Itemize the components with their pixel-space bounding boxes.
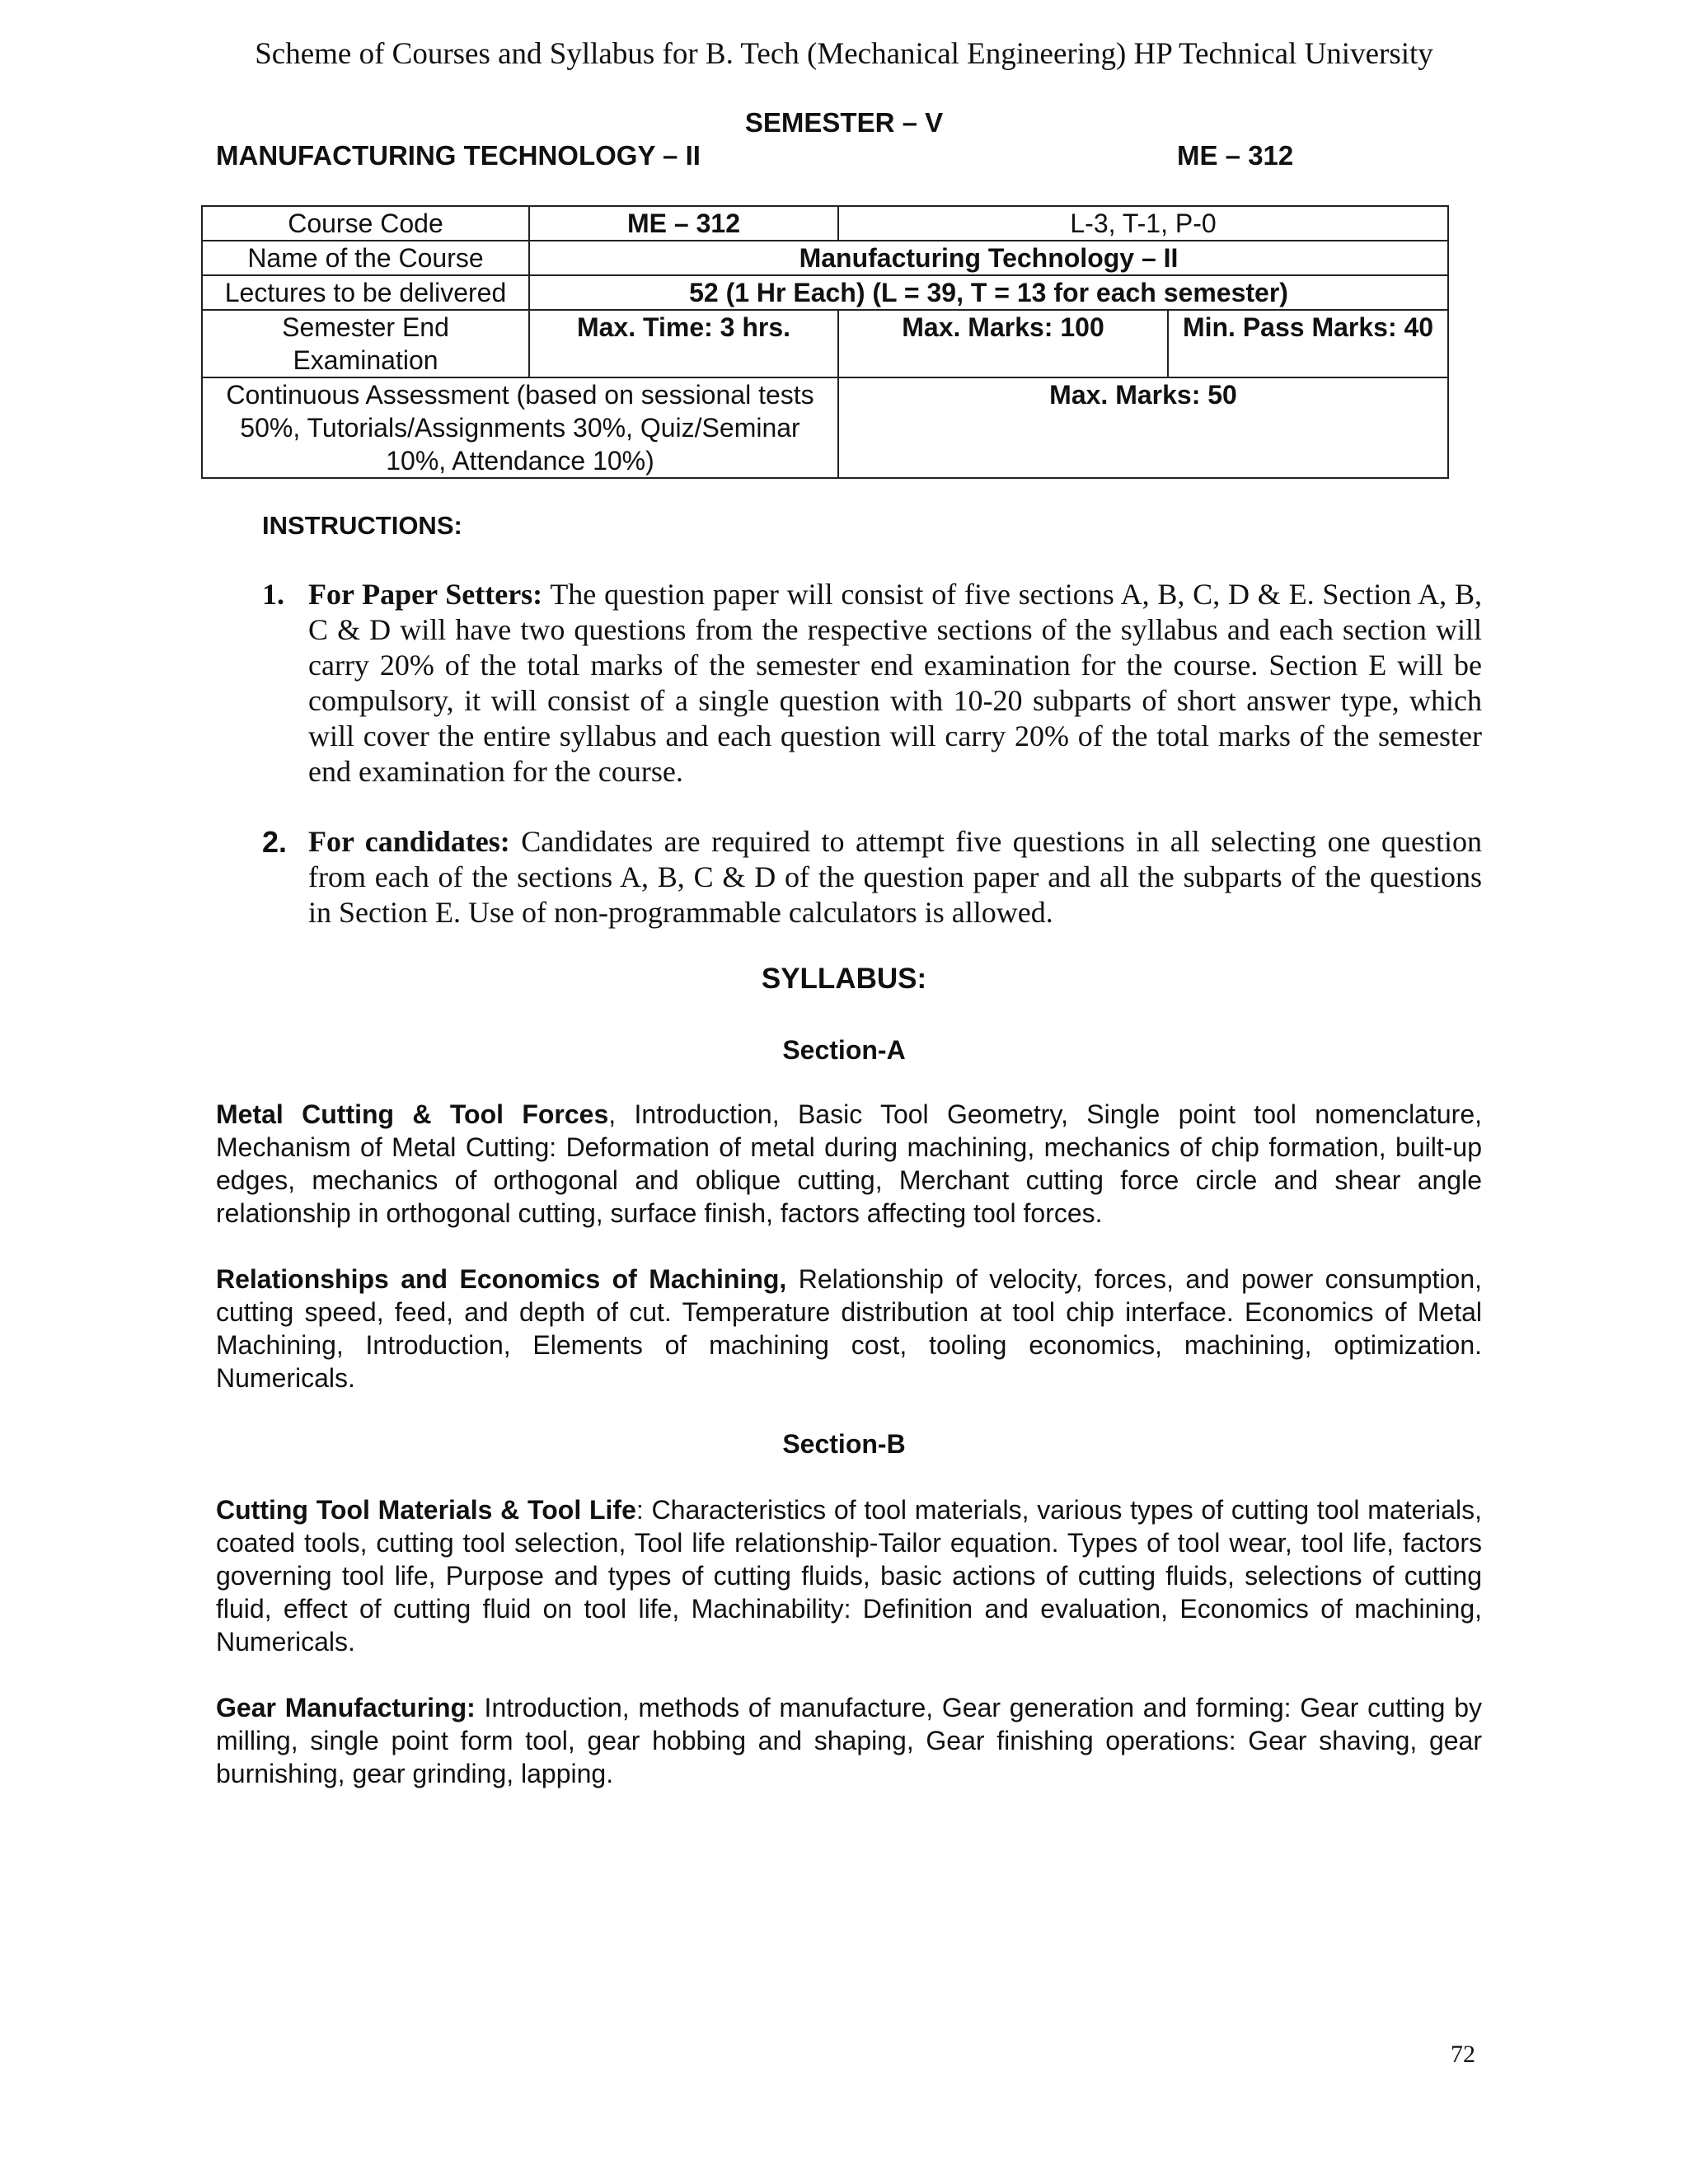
table-cell-min-pass-marks: Min. Pass Marks: 40 xyxy=(1168,310,1448,377)
table-cell-label: Name of the Course xyxy=(202,241,529,275)
instruction-text: Candidates are required to attempt five questions in all selecting one question from each of the sections A, B, C & D of the question paper and all the subparts of the questions in Section E. Use of non-programmable calculators is allowed. xyxy=(308,825,1483,929)
table-cell-max-time: Max. Time: 3 hrs. xyxy=(529,310,838,377)
table-row xyxy=(202,206,1448,241)
table-cell-max-marks: Max. Marks: 100 xyxy=(838,310,1168,377)
table-row xyxy=(202,310,1448,377)
section-b-paragraph-1 xyxy=(216,1493,1482,1658)
table-cell-lectures: 52 (1 Hr Each) (L = 39, T = 13 for each semester) xyxy=(529,275,1448,310)
table-cell-course-code: ME – 312 xyxy=(529,206,838,241)
table-cell-ca-max-marks: Max. Marks: 50 xyxy=(838,377,1448,478)
table-row xyxy=(202,275,1448,310)
syllabus-heading: SYLLABUS: xyxy=(761,963,927,995)
instruction-number: 1. xyxy=(262,578,284,611)
table-cell-label: Lectures to be delivered xyxy=(202,275,529,310)
topic-text: Introduction, methods of manufacture, Gear generation and forming: Gear cutting by milling, single point form tool, gear hobbing and shaping, Gear finishing operations: Gear shaving, gear burnishing, gear grinding, lapping. xyxy=(216,1693,1483,1788)
section-a-paragraph-2 xyxy=(216,1263,1482,1394)
topic-title: Gear Manufacturing: xyxy=(216,1693,476,1722)
table-row xyxy=(202,241,1448,275)
table-cell-label: Course Code xyxy=(202,206,529,241)
table-cell-label: Continuous Assessment (based on sessional tests 50%, Tutorials/Assignments 30%, Quiz/Seminar 10%, Attendance 10%) xyxy=(202,377,838,478)
table-cell-label: Semester End Examination xyxy=(202,310,529,377)
semester-heading: SEMESTER – V xyxy=(744,107,944,138)
instruction-lead: For candidates: xyxy=(308,825,510,858)
topic-text: , Introduction, Basic Tool Geometry, Single point tool nomenclature, Mechanism of Metal Cutting: Deformation of metal during machining, mechanics of chip formation, built-up edges, mechanics of orthogonal and oblique cutting, Merchant cutting force circle and shear angle relationship in orthogonal cutting, surface finish, factors affecting tool forces. xyxy=(216,1099,1483,1228)
topic-text: Relationship of velocity, forces, and power consumption, cutting speed, feed, and depth of cut. Temperature distribution at tool chip interface. Economics of Metal Machining, Introduction, Elements of machining cost, tooling economics, machining, optimization. Numericals. xyxy=(216,1264,1483,1393)
table-cell-course-name: Manufacturing Technology – II xyxy=(529,241,1448,275)
section-b-heading: Section-B xyxy=(782,1429,906,1459)
course-title: MANUFACTURING TECHNOLOGY – II xyxy=(216,140,701,171)
instruction-item xyxy=(262,577,1482,790)
course-code-heading: ME – 312 xyxy=(1177,140,1294,171)
topic-title: Cutting Tool Materials & Tool Life xyxy=(216,1495,636,1525)
page-number: 72 xyxy=(1451,2041,1475,2068)
section-a-paragraph-1 xyxy=(216,1098,1482,1230)
course-info-table xyxy=(201,205,1449,479)
running-header: Scheme of Courses and Syllabus for B. Tech (Mechanical Engineering) HP Technical University xyxy=(255,37,1433,71)
table-row xyxy=(202,377,1448,478)
instruction-item xyxy=(262,824,1482,930)
instructions-heading: INSTRUCTIONS: xyxy=(262,511,462,540)
topic-text: : Characteristics of tool materials, various types of cutting tool materials, coated tools, cutting tool selection, Tool life relationship-Tailor equation. Types of tool wear, tool life, factors governing tool life, Purpose and types of cutting fluids, basic actions of cutting fluids, selections of cutting fluid, effect of cutting fluid on tool life, Machinability: Definition and evaluation, Economics of machining, Numericals. xyxy=(216,1495,1483,1657)
topic-title: Relationships and Economics of Machining, xyxy=(216,1264,787,1294)
section-a-heading: Section-A xyxy=(782,1035,906,1065)
instruction-number: 2. xyxy=(262,825,288,859)
instruction-text: The question paper will consist of five sections A, B, C, D & E. Section A, B, C & D will have two questions from the respective sections of the syllabus and each section will carry 20% of the total marks of the semester end examination for the course. Section E will be compulsory, it will consist of a single question with 10-20 subparts of short answer type, which will cover the entire syllabus and each question will carry 20% of the total marks of the semester end examination for the course. xyxy=(308,578,1482,788)
table-cell-ltp: L-3, T-1, P-0 xyxy=(838,206,1448,241)
topic-title: Metal Cutting & Tool Forces xyxy=(216,1099,609,1129)
instruction-lead: For Paper Setters: xyxy=(308,578,543,611)
section-b-paragraph-2 xyxy=(216,1691,1482,1790)
